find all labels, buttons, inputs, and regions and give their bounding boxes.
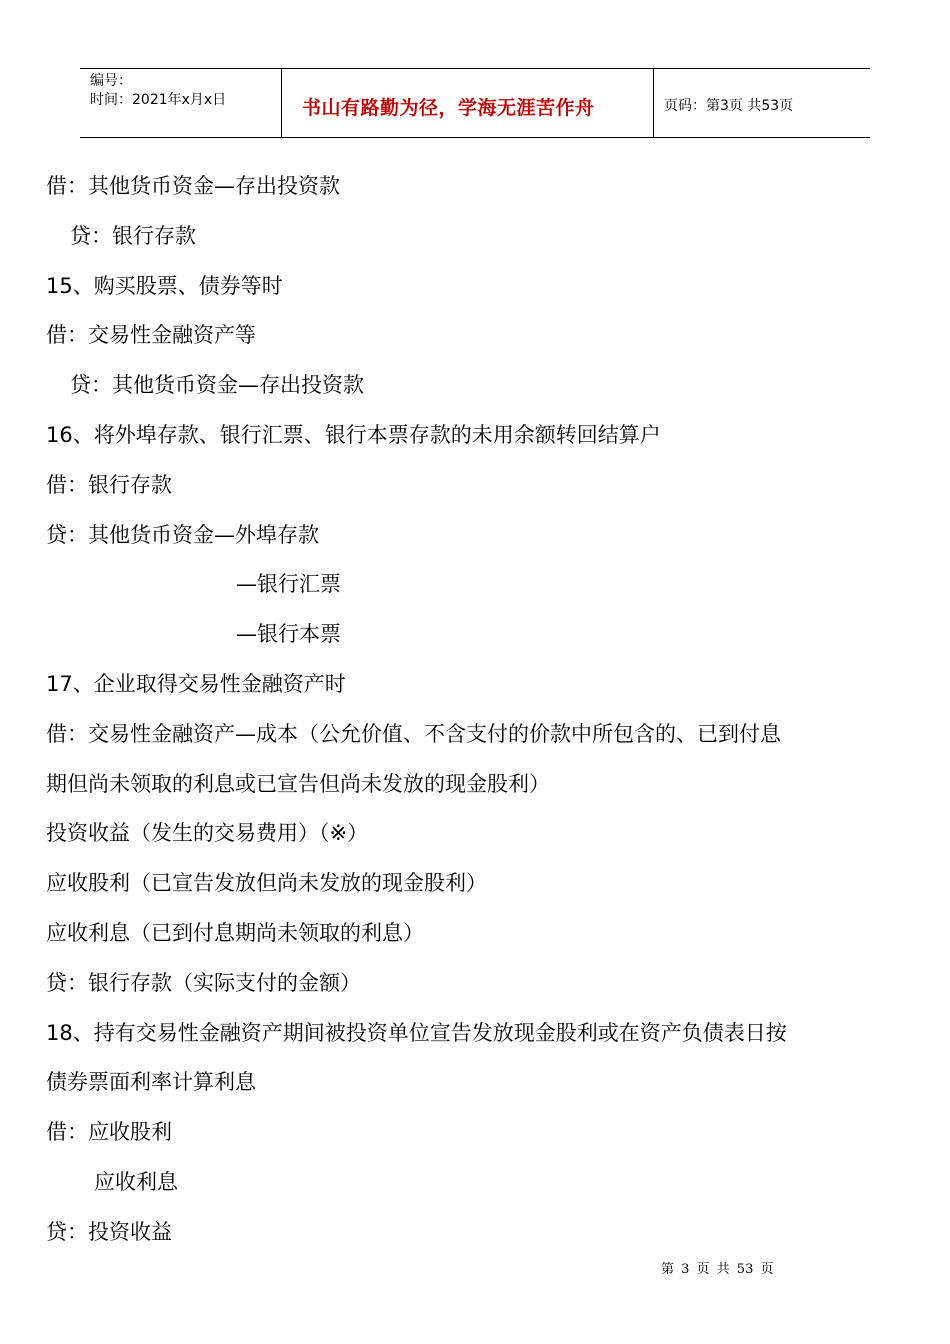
text-line: 18、持有交易性金融资产期间被投资单位宣告发放现金股利或在资产负债表日按 [46, 1021, 787, 1045]
document-date-label: 时间：2021年x月x日 [90, 92, 227, 108]
header-motto-cell [282, 69, 654, 137]
header-page-cell [654, 69, 870, 137]
text-line: 贷：投资收益 [46, 1220, 172, 1244]
header-page-info: 页码：第3页 共53页 [664, 98, 794, 114]
header-motto: 书山有路勤为径，学海无涯苦作舟 [302, 97, 595, 119]
text-line: 债券票面利率计算利息 [46, 1070, 256, 1094]
document-number-label: 编号： [90, 73, 132, 89]
page-header [80, 68, 870, 138]
header-meta-cell [80, 69, 282, 137]
text-line: —银行本票 [236, 622, 341, 646]
text-line: 贷：银行存款 [70, 224, 196, 248]
text-line: 投资收益（发生的交易费用）（※） [46, 821, 369, 845]
text-line: 借：交易性金融资产等 [46, 323, 256, 347]
text-line: 15、购买股票、债券等时 [46, 274, 283, 298]
text-line: 贷：其他货币资金—外埠存款 [46, 523, 319, 547]
text-line: 借：应收股利 [46, 1120, 172, 1144]
text-line: 贷：其他货币资金—存出投资款 [70, 373, 364, 397]
text-line: 借：银行存款 [46, 473, 172, 497]
text-line: 借：交易性金融资产—成本（公允价值、不含支付的价款中所包含的、已到付息 [46, 722, 781, 746]
text-line: 应收利息（已到付息期尚未领取的利息） [46, 921, 424, 945]
text-line: 期但尚未领取的利息或已宣告但尚未发放的现金股利） [46, 772, 550, 796]
page-footer: 第 3 页 共 53 页 [661, 1262, 774, 1277]
text-line: 16、将外埠存款、银行汇票、银行本票存款的未用余额转回结算户 [46, 423, 661, 447]
text-line: 贷：银行存款（实际支付的金额） [46, 971, 361, 995]
text-line: 应收利息 [94, 1170, 178, 1194]
text-line: 17、企业取得交易性金融资产时 [46, 672, 346, 696]
text-line: 借：其他货币资金—存出投资款 [46, 174, 340, 198]
text-line: 应收股利（已宣告发放但尚未发放的现金股利） [46, 871, 487, 895]
text-line: —银行汇票 [236, 572, 341, 596]
